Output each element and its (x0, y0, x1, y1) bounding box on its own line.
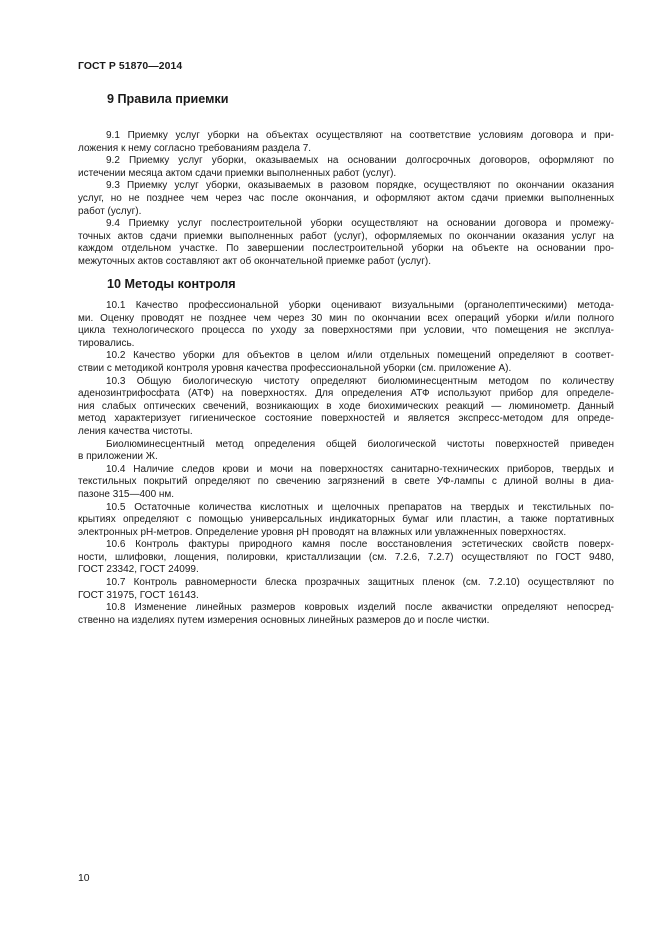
paragraph (78, 155, 614, 180)
paragraph-line: пазоне 315—400 нм. (78, 488, 175, 500)
paragraph-line: 9.4 Приемку услуг послестроительной уборки осуществляют на основании договора и промежу- (106, 218, 614, 230)
paragraph-line: 9.2 Приемку услуг уборки, оказываемых на основании долгосрочных договоров, оформляют по (106, 155, 614, 167)
paragraph-line: ности, шлифовки, лощения, полировки, кристаллизации (см. 7.2.6, 7.2.7) осуществляют по ГОСТ 9480, (78, 551, 614, 563)
paragraph-line: ления качества чистоты. (78, 425, 193, 437)
paragraph-line: ствии с методикой контроля уровня качества профессиональной уборки (см. приложение А). (78, 362, 512, 374)
paragraph-line: услуг, но не позднее чем через час после окончания, и оформляют актом сдачи приемки выполненных (78, 192, 614, 204)
paragraph-line: 9.1 Приемку услуг уборки на объектах осуществляют на соответствие условиям договора и при- (106, 130, 614, 141)
paragraph-line: аденозинтрифосфата (АТФ) на поверхностях. Для определения АТФ используют прибор для определе- (78, 388, 614, 400)
section-10-title: 10 Методы контроля (107, 277, 236, 291)
paragraph-line: 10.5 Остаточные количества кислотных и щелочных препаратов на твердых и текстильных по- (106, 501, 614, 513)
paragraph-line: 9.3 Приемку услуг уборки, оказываемых в разовом порядке, осуществляют по окончании оказания (106, 180, 614, 192)
paragraph-line: ми. Оценку проводят не позднее чем через 30 мин по окончании всех операций уборки и/или полного (78, 312, 614, 324)
paragraph (78, 502, 614, 540)
paragraph (78, 602, 614, 627)
paragraph-line: точных актов сдачи приемки выполненных работ (услуг), оформляемых по окончании оказания услуг на (78, 230, 614, 242)
paragraph-line: ГОСТ 23342, ГОСТ 24099. (78, 564, 199, 576)
paragraph-line: межуточных актов составляют акт об окончательной приемке работ (услуг). (78, 255, 432, 267)
paragraph-line: истечении месяца актом сдачи приемки выполненных работ (услуг). (78, 167, 397, 179)
paragraph-line: Биолюминесцентный метод определения общей биологической чистоты поверхностей приведен (106, 438, 614, 450)
paragraph-line: крытиях определяют с помощью универсальных индикаторных бумаг или пластин, а также портативных (78, 514, 614, 526)
paragraph-line: текстильных покрытий определяют по свечению загрязнений в свете УФ-лампы с длиной волны в диа- (78, 476, 614, 488)
section-10-body (78, 300, 614, 627)
paragraph-line: метод характеризует гигиеническое состояние поверхностей и является экспресс-методом для опреде- (78, 413, 614, 425)
paragraph (78, 350, 614, 375)
paragraph-line: тировались. (78, 337, 135, 349)
paragraph-line: ложения к нему согласно требованиям раздела 7. (78, 142, 312, 154)
paragraph-line: электронных pH-метров. Определение уровня pH проводят на влажных или увлажненных поверхностях. (78, 526, 567, 538)
paragraph (78, 577, 614, 602)
paragraph-line: в приложении Ж. (78, 451, 158, 463)
standard-header: ГОСТ Р 51870—2014 (78, 61, 183, 72)
paragraph-line: 10.4 Наличие следов крови и мочи на поверхностях санитарно-технических приборов, твердых и (106, 463, 614, 475)
section-9-body (78, 130, 614, 269)
paragraph-line: 10.3 Общую биологическую чистоту определяют биолюминесцентным методом по количеству (106, 375, 614, 387)
paragraph (78, 439, 614, 464)
paragraph (78, 218, 614, 268)
paragraph (78, 300, 614, 350)
paragraph-line: 10.7 Контроль равномерности блеска прозрачных защитных пленок (см. 7.2.10) осуществляют по (106, 577, 614, 589)
paragraph (78, 464, 614, 502)
paragraph-line: цикла технологического процесса по уходу за поверхностями при условии, что помещения не эксплуа- (78, 325, 614, 337)
paragraph-line: ственно на изделиях путем измерения основных линейных размеров до и после чистки. (78, 614, 490, 626)
paragraph-line: 10.1 Качество профессиональной уборки оценивают визуальными (органолептическими) метода- (106, 300, 614, 311)
paragraph-line: 10.8 Изменение линейных размеров ковровых изделий после аквачистки определяют непосред- (106, 602, 614, 614)
paragraph (78, 180, 614, 218)
paragraph (78, 539, 614, 577)
paragraph-line: каждом отдельном участке. По завершении послестроительной уборки на объекте на основании про- (78, 243, 614, 255)
paragraph-line: 10.6 Контроль фактуры природного камня после восстановления эстетических свойств поверх- (106, 539, 614, 551)
paragraph-line: ния слабых оптических свечений, возникающих в ходе биохимических реакций — люминометр. Данный (78, 400, 614, 412)
page-number: 10 (78, 873, 90, 884)
section-9-title: 9 Правила приемки (107, 92, 229, 106)
paragraph (78, 130, 614, 155)
paragraph (78, 376, 614, 439)
paragraph-line: работ (услуг). (78, 205, 142, 217)
paragraph-line: ГОСТ 31975, ГОСТ 16143. (78, 589, 199, 601)
paragraph-line: 10.2 Качество уборки для объектов в целом и/или отдельных помещений определяют в соответ- (106, 350, 614, 362)
